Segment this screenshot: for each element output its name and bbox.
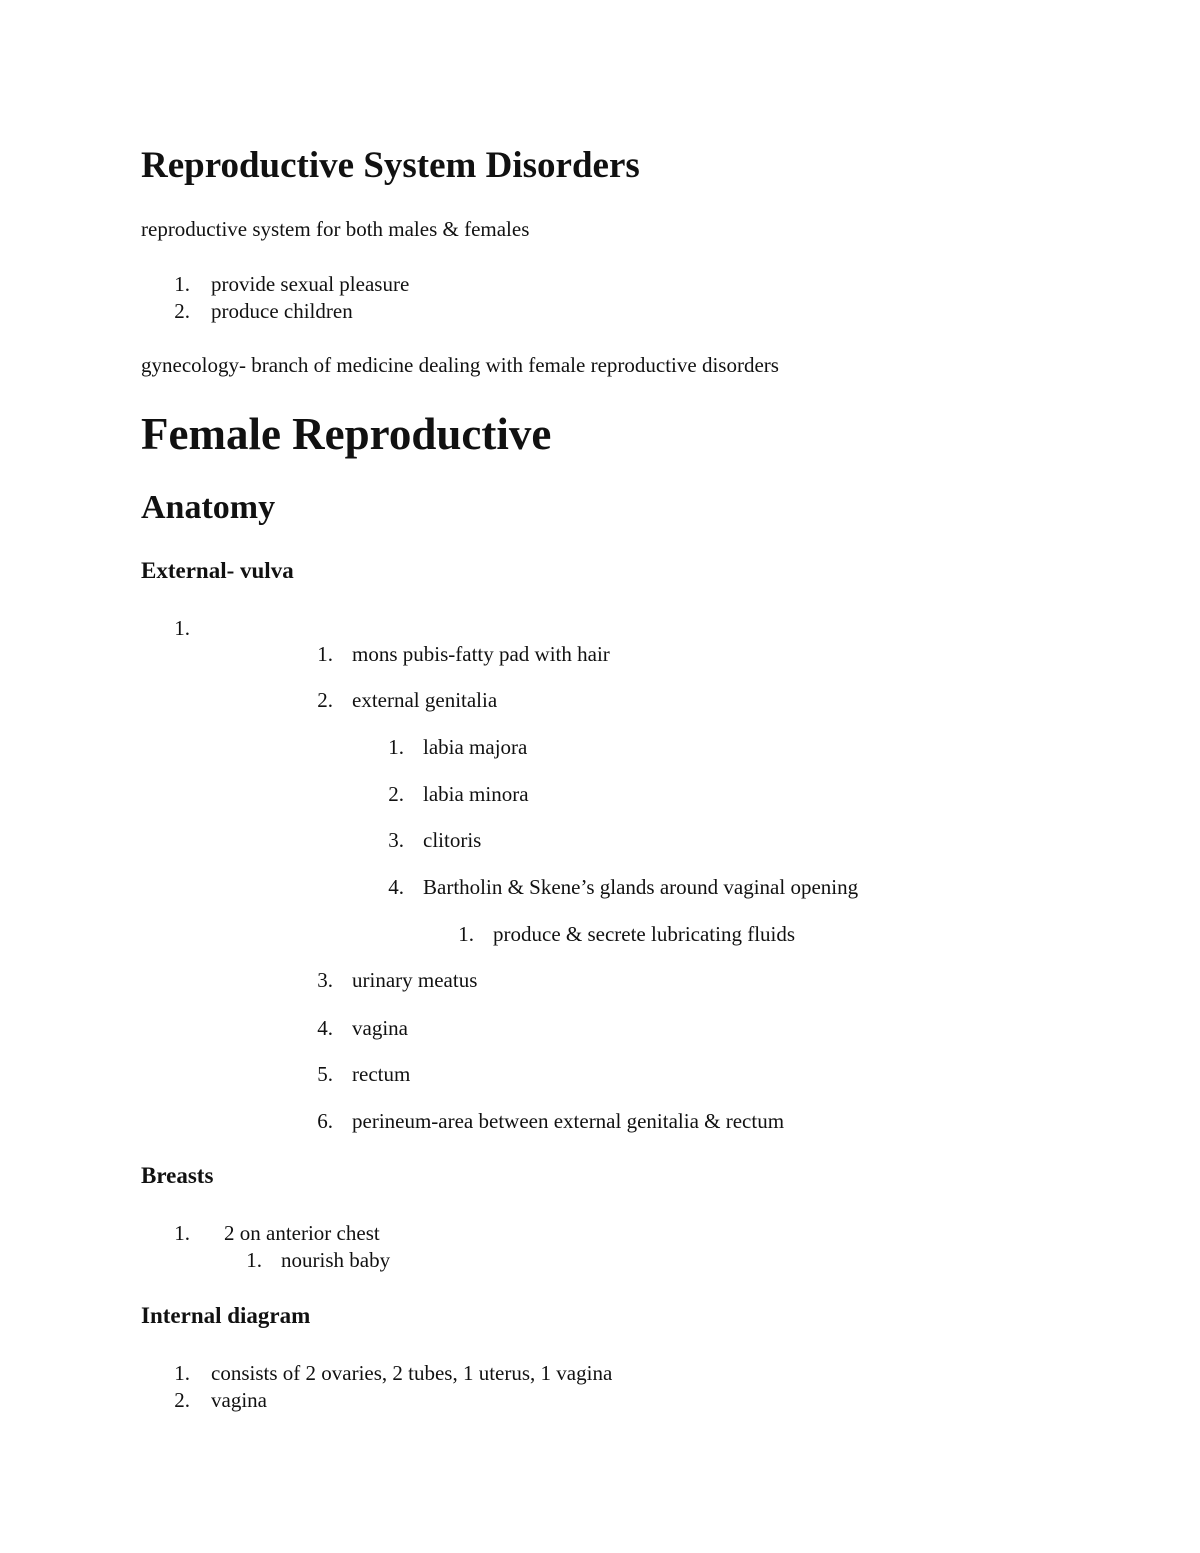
anatomy-heading: Anatomy <box>141 489 276 526</box>
glands-sub-marker: 1. <box>458 922 474 946</box>
external-item-marker: 6. <box>317 1109 333 1133</box>
intro-text: reproductive system for both males & females <box>141 217 530 241</box>
purpose-item: provide sexual pleasure <box>211 272 410 296</box>
external-item-marker: 1. <box>317 642 333 666</box>
internal-item: consists of 2 ovaries, 2 tubes, 1 uterus, 1 vagina <box>211 1361 613 1385</box>
internal-diagram-heading: Internal diagram <box>141 1303 311 1328</box>
genitalia-item: Bartholin & Skene’s glands around vaginal opening <box>423 875 859 899</box>
external-item: mons pubis-fatty pad with hair <box>352 642 610 666</box>
genitalia-item: clitoris <box>423 828 482 852</box>
external-item-marker: 3. <box>317 968 333 992</box>
breasts-item-marker: 1. <box>174 1221 190 1245</box>
genitalia-item-marker: 2. <box>388 782 404 806</box>
genitalia-item-marker: 1. <box>388 735 404 759</box>
external-item: external genitalia <box>352 688 498 712</box>
internal-item-marker: 2. <box>174 1388 190 1412</box>
genitalia-item: labia majora <box>423 735 528 759</box>
female-reproductive-heading: Female Reproductive <box>141 409 552 459</box>
external-item-marker: 5. <box>317 1062 333 1086</box>
page-title: Reproductive System Disorders <box>141 145 640 186</box>
breasts-sub-marker: 1. <box>246 1248 262 1272</box>
gynecology-definition: gynecology- branch of medicine dealing with female reproductive disorders <box>141 353 779 377</box>
internal-item: vagina <box>211 1388 267 1412</box>
external-item-marker: 4. <box>317 1016 333 1040</box>
genitalia-item-marker: 4. <box>388 875 404 899</box>
internal-item-marker: 1. <box>174 1361 190 1385</box>
purpose-marker: 2. <box>174 299 190 323</box>
breasts-heading: Breasts <box>141 1163 214 1188</box>
external-item: urinary meatus <box>352 968 478 992</box>
purpose-marker: 1. <box>174 272 190 296</box>
external-item: perineum-area between external genitalia & rectum <box>352 1109 785 1133</box>
breasts-sub-item: nourish baby <box>281 1248 391 1272</box>
genitalia-item: labia minora <box>423 782 529 806</box>
external-vulva-heading: External- vulva <box>141 558 294 583</box>
external-outer-marker: 1. <box>174 616 190 640</box>
glands-sub-item: produce & secrete lubricating fluids <box>493 922 796 946</box>
external-item: rectum <box>352 1062 411 1086</box>
breasts-item: 2 on anterior chest <box>224 1221 380 1245</box>
purpose-item: produce children <box>211 299 353 323</box>
external-item: vagina <box>352 1016 408 1040</box>
genitalia-item-marker: 3. <box>388 828 404 852</box>
external-item-marker: 2. <box>317 688 333 712</box>
